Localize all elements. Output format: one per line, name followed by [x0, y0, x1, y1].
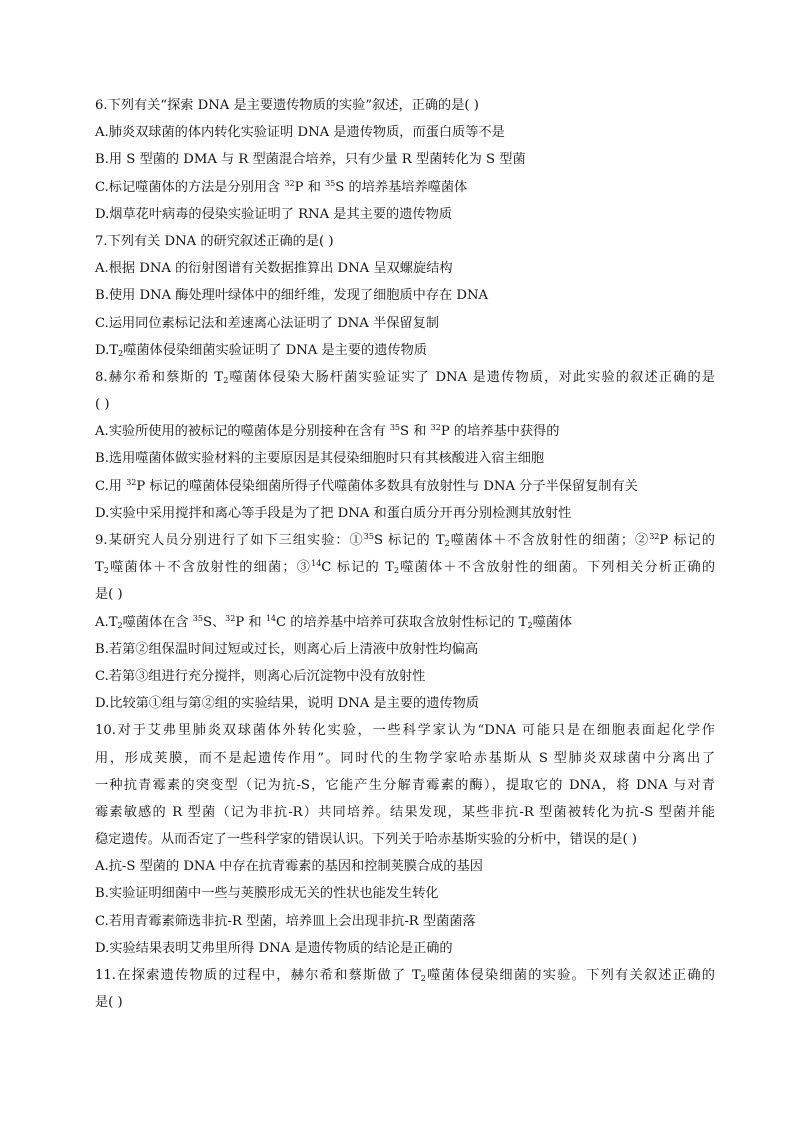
text-run: B.选用噬菌体做实验材料的主要原因是其侵染细胞时只有其核酸进入宿主细胞 — [95, 451, 545, 467]
subscript: 2 — [420, 974, 426, 983]
text-run: T — [95, 560, 104, 576]
text-run: B.若第②组保温时间过短或过长，则离心后上清液中放射性均偏高 — [95, 641, 479, 657]
text-line — [95, 799, 715, 826]
text-run: P 的培养基中获得的 — [440, 424, 560, 440]
text-run: B.使用 DNA 酶处理叶绿体中的细纤维，发现了细胞质中存在 DNA — [95, 288, 489, 304]
text-line — [95, 119, 715, 146]
text-line — [95, 581, 715, 608]
text-line — [95, 853, 715, 880]
text-run: 噬菌体＋不含放射性的细菌。下列相关分析正确的 — [399, 560, 716, 576]
text-run: 霉素敏感的 R 型菌（记为非抗-R）共同培养。结果发现，某些非抗-R 型菌被转化为抗-S 型菌并能 — [95, 804, 715, 820]
text-line — [95, 772, 715, 799]
text-run: C.若第③组进行充分搅拌，则离心后沉淀物中没有放射性 — [95, 668, 426, 684]
text-run: A.肺炎双球菌的体内转化实验证明 DNA 是遗传物质，而蛋白质等不是 — [95, 125, 505, 141]
text-run: C.若用青霉素筛选非抗-R 型菌，培养皿上会出现非抗-R 型菌菌落 — [95, 913, 476, 929]
subscript: 2 — [118, 348, 124, 358]
text-run: D.实验结果表明艾弗里所得 DNA 是遗传物质的结论是正确的 — [95, 940, 453, 956]
text-run: 噬菌体侵染大肠杆菌实验证实了 DNA 是遗传物质，对此实验的叙述正确的是 — [228, 369, 715, 385]
text-run: D.比较第①组与第②组的实验结果，说明 DNA 是主要的遗传物质 — [95, 696, 479, 712]
text-run: D.烟草花叶病毒的侵染实验证明了 RNA 是其主要的遗传物质 — [95, 206, 452, 222]
text-run: 噬菌体在含 — [122, 614, 193, 630]
text-line — [95, 445, 715, 472]
text-line — [95, 962, 715, 989]
text-line — [95, 935, 715, 962]
subscript: 2 — [394, 566, 400, 576]
superscript: 32 — [649, 532, 660, 541]
superscript: 35 — [363, 532, 374, 541]
superscript: 32 — [225, 613, 236, 623]
text-run: 10.对于艾弗里肺炎双球菌体外转化实验，一些科学家认为“DNA 可能只是在细胞表面起化学作 — [95, 723, 715, 739]
superscript: 32 — [430, 423, 441, 433]
text-run: S 标记的 T — [373, 533, 445, 548]
text-line — [95, 337, 715, 364]
text-line — [95, 527, 715, 554]
text-line — [95, 717, 715, 744]
text-run: 用，形成荚膜，而不是起遗传作用”。同时代的生物学家哈赤基斯从 S 型肺炎双球菌中分离出了 — [95, 750, 715, 766]
text-run: C 标记的 T — [321, 560, 394, 576]
text-line — [95, 473, 715, 500]
text-line — [95, 826, 715, 853]
text-line — [95, 636, 715, 663]
text-run: A.根据 DNA 的衍射图谱有关数据推算出 DNA 呈双螺旋结构 — [95, 261, 453, 277]
text-line — [95, 310, 715, 337]
text-run: 稳定遗传。从而否定了一些科学家的错误认识。下列关于哈赤基斯实验的分析中，错误的是( ) — [95, 832, 637, 848]
text-line — [95, 174, 715, 201]
text-line — [95, 690, 715, 717]
subscript: 2 — [223, 375, 229, 385]
text-line — [95, 663, 715, 690]
text-run: 6.下列有关“探索 DNA 是主要遗传物质的实验”叙述，正确的是( ) — [95, 98, 479, 113]
text-line — [95, 908, 715, 935]
text-run: 一种抗青霉素的突变型（记为抗-S，它能产生分解青霉素的酶），提取它的 DNA，将 DNA 与对青 — [95, 777, 715, 793]
text-run: 噬菌体＋不含放射性的细菌；③ — [108, 560, 312, 576]
text-run: 9.某研究人员分别进行了如下三组实验：① — [95, 533, 364, 548]
subscript: 2 — [103, 566, 109, 576]
text-run: D.T — [95, 342, 119, 358]
text-run: C.运用同位素标记法和差速离心法证明了 DNA 半保留复制 — [95, 315, 439, 331]
text-line — [95, 880, 715, 907]
text-line — [95, 364, 715, 391]
text-run: P 和 — [294, 179, 326, 195]
text-run: D.实验中采用搅拌和离心等手段是为了把 DNA 和蛋白质分开再分别检测其放射性 — [95, 505, 572, 521]
text-line — [95, 391, 715, 418]
superscript: 35 — [389, 423, 401, 433]
superscript: 14 — [265, 613, 276, 623]
text-run: S、 — [202, 614, 226, 630]
subscript: 2 — [444, 539, 450, 548]
text-line — [95, 500, 715, 527]
text-line — [95, 554, 715, 581]
superscript: 35 — [192, 613, 203, 623]
text-run: 噬菌体侵染细菌的实验。下列有关叙述正确的 — [425, 968, 715, 983]
text-run: 11.在探索遗传物质的过程中，赫尔希和蔡斯做了 T — [95, 968, 421, 983]
text-line — [95, 92, 715, 119]
text-run: S 和 — [400, 424, 431, 440]
text-line — [95, 418, 715, 445]
subscript: 2 — [117, 620, 123, 630]
text-line — [95, 255, 715, 282]
text-run: ( ) — [95, 397, 110, 413]
text-run: 7.下列有关 DNA 的研究叙述正确的是( ) — [95, 233, 334, 249]
superscript: 32 — [126, 477, 137, 487]
text-line — [95, 146, 715, 173]
superscript: 14 — [311, 559, 322, 569]
text-line — [95, 201, 715, 228]
text-run: 噬菌体＋不含放射性的细菌；② — [449, 533, 650, 548]
superscript: 32 — [284, 178, 295, 188]
text-line — [95, 282, 715, 309]
text-run: P 和 — [235, 614, 266, 630]
text-run: C.用 — [95, 478, 127, 494]
text-line — [95, 745, 715, 772]
text-run: 8.赫尔希和蔡斯的 T — [95, 369, 224, 385]
text-run: 噬菌体 — [532, 614, 573, 630]
text-run: A.抗-S 型菌的 DNA 中存在抗青霉素的基因和控制荚膜合成的基因 — [95, 859, 483, 875]
text-run: B.用 S 型菌的 DMA 与 R 型菌混合培养，只有少量 R 型菌转化为 S 型菌 — [95, 152, 526, 168]
text-line — [95, 228, 715, 255]
text-run: S 的培养基培养噬菌体 — [335, 179, 468, 195]
text-run: A.实验所使用的被标记的噬菌体是分别接种在含有 — [95, 424, 390, 440]
text-run: 是( ) — [95, 587, 123, 603]
text-run: P 标记的噬菌体侵染细菌所得子代噬菌体多数具有放射性与 DNA 分子半保留复制有关 — [136, 478, 638, 494]
subscript: 2 — [527, 620, 533, 630]
text-line — [95, 989, 715, 1016]
text-run: P 标记的 — [659, 533, 715, 548]
text-run: C 的培养基中培养可获取含放射性标记的 T — [276, 614, 528, 630]
text-run: 是( ) — [95, 995, 123, 1011]
text-run: C.标记噬菌体的方法是分别用含 — [95, 179, 285, 195]
text-run: B.实验证明细菌中一些与荚膜形成无关的性状也能发生转化 — [95, 886, 439, 902]
question-text-block — [95, 92, 715, 1016]
text-run: A.T — [95, 614, 118, 630]
text-line — [95, 609, 715, 636]
text-run: 噬菌体侵染细菌实验证明了 DNA 是主要的遗传物质 — [123, 342, 427, 358]
superscript: 35 — [325, 178, 336, 188]
